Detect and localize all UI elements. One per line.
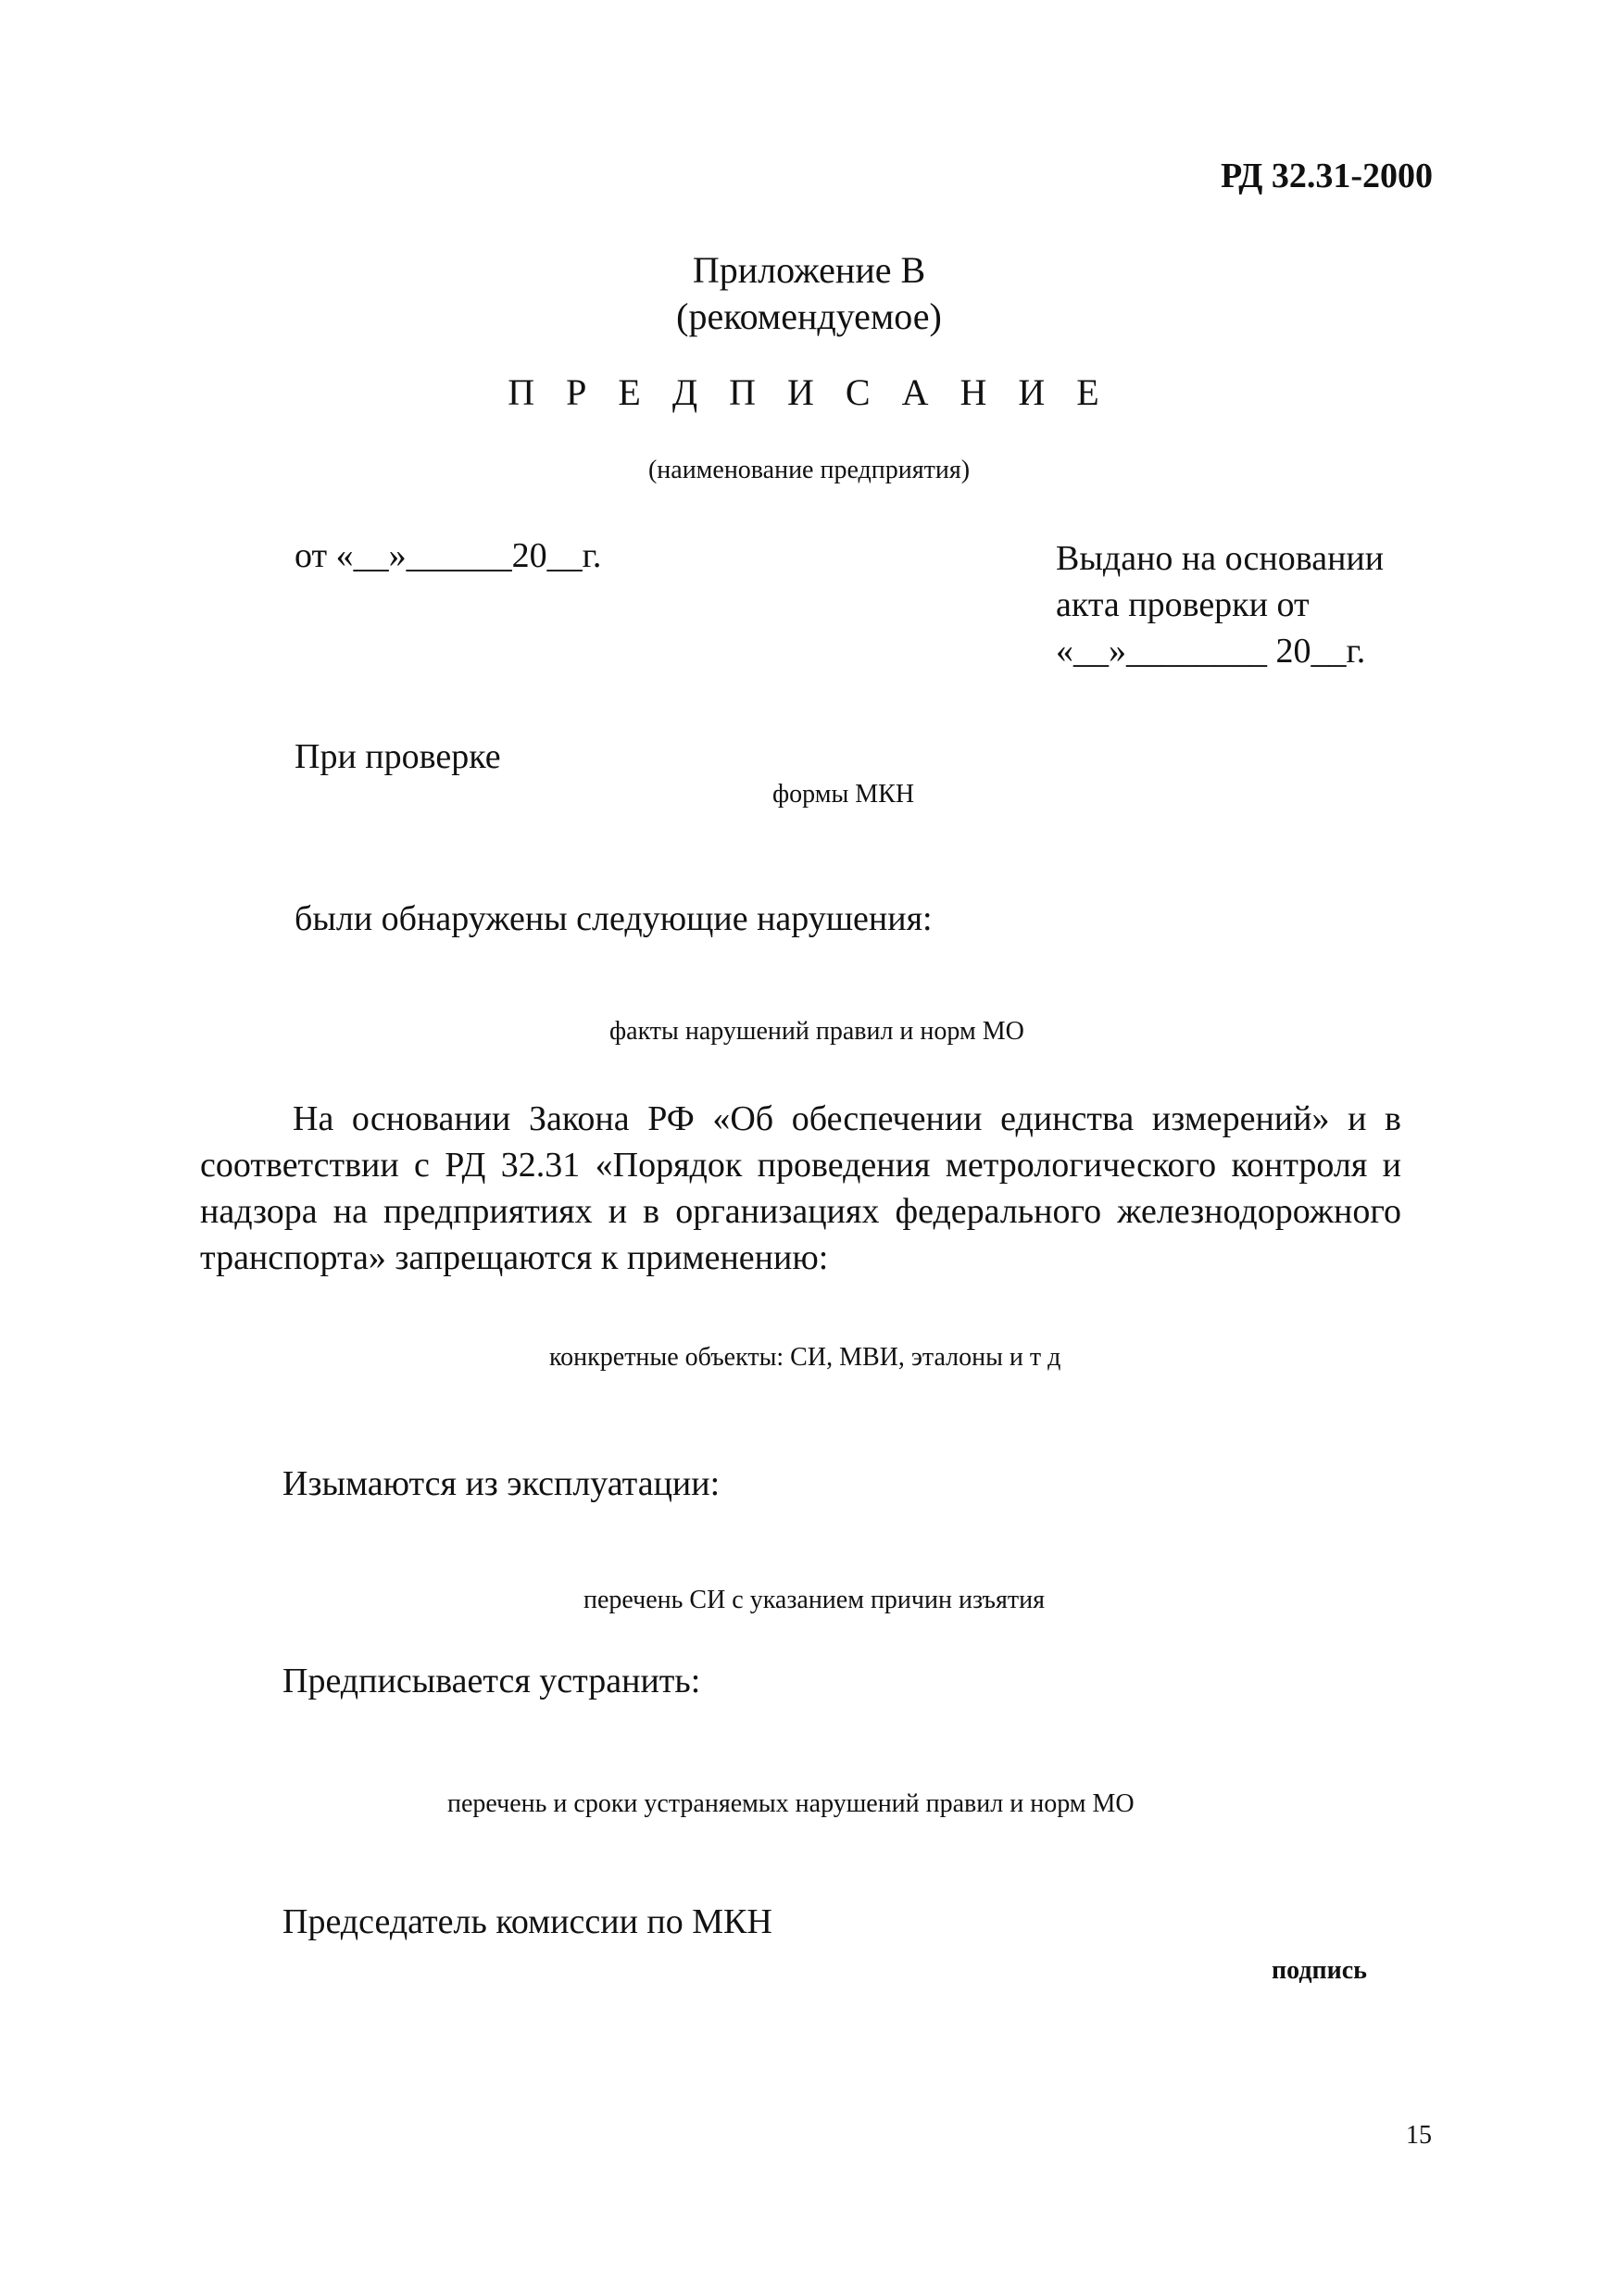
issued-line-1: Выдано на основании — [1056, 539, 1385, 578]
inspection-label: При проверке — [295, 737, 501, 776]
violations-caption: факты нарушений правил и норм МО — [609, 1017, 1024, 1046]
issued-line-2: акта проверки от — [1056, 585, 1310, 624]
inspection-caption: формы МКН — [772, 780, 915, 809]
violations-label: были обнаружены следующие нарушения: — [295, 899, 933, 938]
signature-caption: подпись — [1272, 1956, 1367, 1985]
page-number: 15 — [1406, 2121, 1432, 2150]
prescribed-label: Предписывается устранить: — [282, 1662, 701, 1700]
document-code: РД 32.31-2000 — [1221, 157, 1433, 195]
issued-line-3: «__»________ 20__г. — [1056, 632, 1366, 671]
appendix-subtitle: (рекомендуемое) — [676, 295, 942, 337]
legal-paragraph: На основании Закона РФ «Об обеспечении единства измерений» и в соответствии с РД 32.31 «Порядок проведения метрологического контроля и надзора на предприятиях и в организациях федерального железнодорожного транспорта» запрещаются к применению: — [200, 1099, 1401, 1277]
page-title: П Р Е Д П И С А Н И Е — [508, 371, 1110, 413]
prescribed-caption: перечень и сроки устраняемых нарушений правил и норм МО — [447, 1789, 1135, 1818]
withdrawn-label: Изымаются из эксплуатации: — [282, 1464, 721, 1503]
signature-label: Председатель комиссии по МКН — [282, 1902, 772, 1941]
enterprise-caption: (наименование предприятия) — [647, 456, 971, 484]
appendix-title: Приложение В — [692, 249, 926, 291]
issue-date-line: от «__»______20__г. — [295, 536, 602, 575]
withdrawn-caption: перечень СИ с указанием причин изъятия — [583, 1586, 1045, 1614]
prohibited-caption: конкретные объекты: СИ, МВИ, эталоны и т д — [549, 1343, 1061, 1372]
issued-basis-block — [1056, 535, 1384, 674]
